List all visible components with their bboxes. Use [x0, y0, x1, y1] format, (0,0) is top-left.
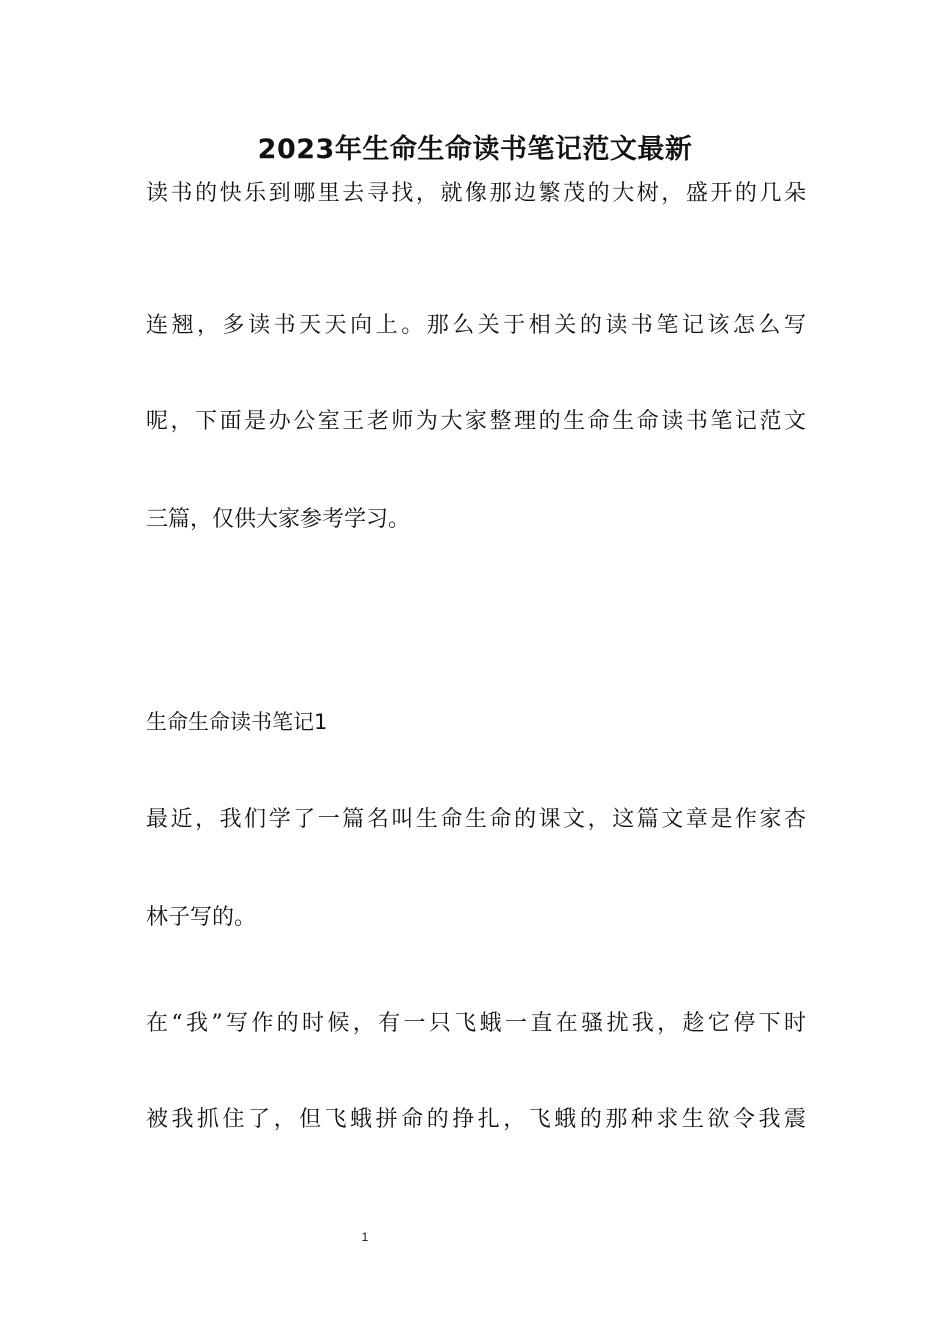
intro-line-3: 呢，下面是办公室王老师为大家整理的生命生命读书笔记范文: [146, 409, 806, 434]
intro-line-1: 读书的快乐到哪里去寻找，就像那边繁茂的大树，盛开的几朵: [146, 181, 806, 206]
document-title: 2023年生命生命读书笔记范文最新: [257, 134, 693, 165]
intro-line-4: 三篇，仅供大家参考学习。: [146, 507, 411, 532]
paragraph2-line-1: 在“我”写作的时候，有一只飞蛾一直在骚扰我，趁它停下时: [146, 1011, 806, 1036]
paragraph1-line-1: 最近，我们学了一篇名叫生命生命的课文，这篇文章是作家杏: [146, 807, 806, 832]
page-number: 1: [361, 1230, 369, 1244]
paragraph2-line-2: 被我抓住了，但飞蛾拼命的挣扎，飞蛾的那种求生欲令我震: [146, 1107, 806, 1132]
paragraph1-line-2: 林子写的。: [146, 905, 257, 930]
section-heading: 生命生命读书笔记1: [146, 710, 328, 734]
intro-line-2: 连翘，多读书天天向上。那么关于相关的读书笔记该怎么写: [146, 313, 806, 338]
